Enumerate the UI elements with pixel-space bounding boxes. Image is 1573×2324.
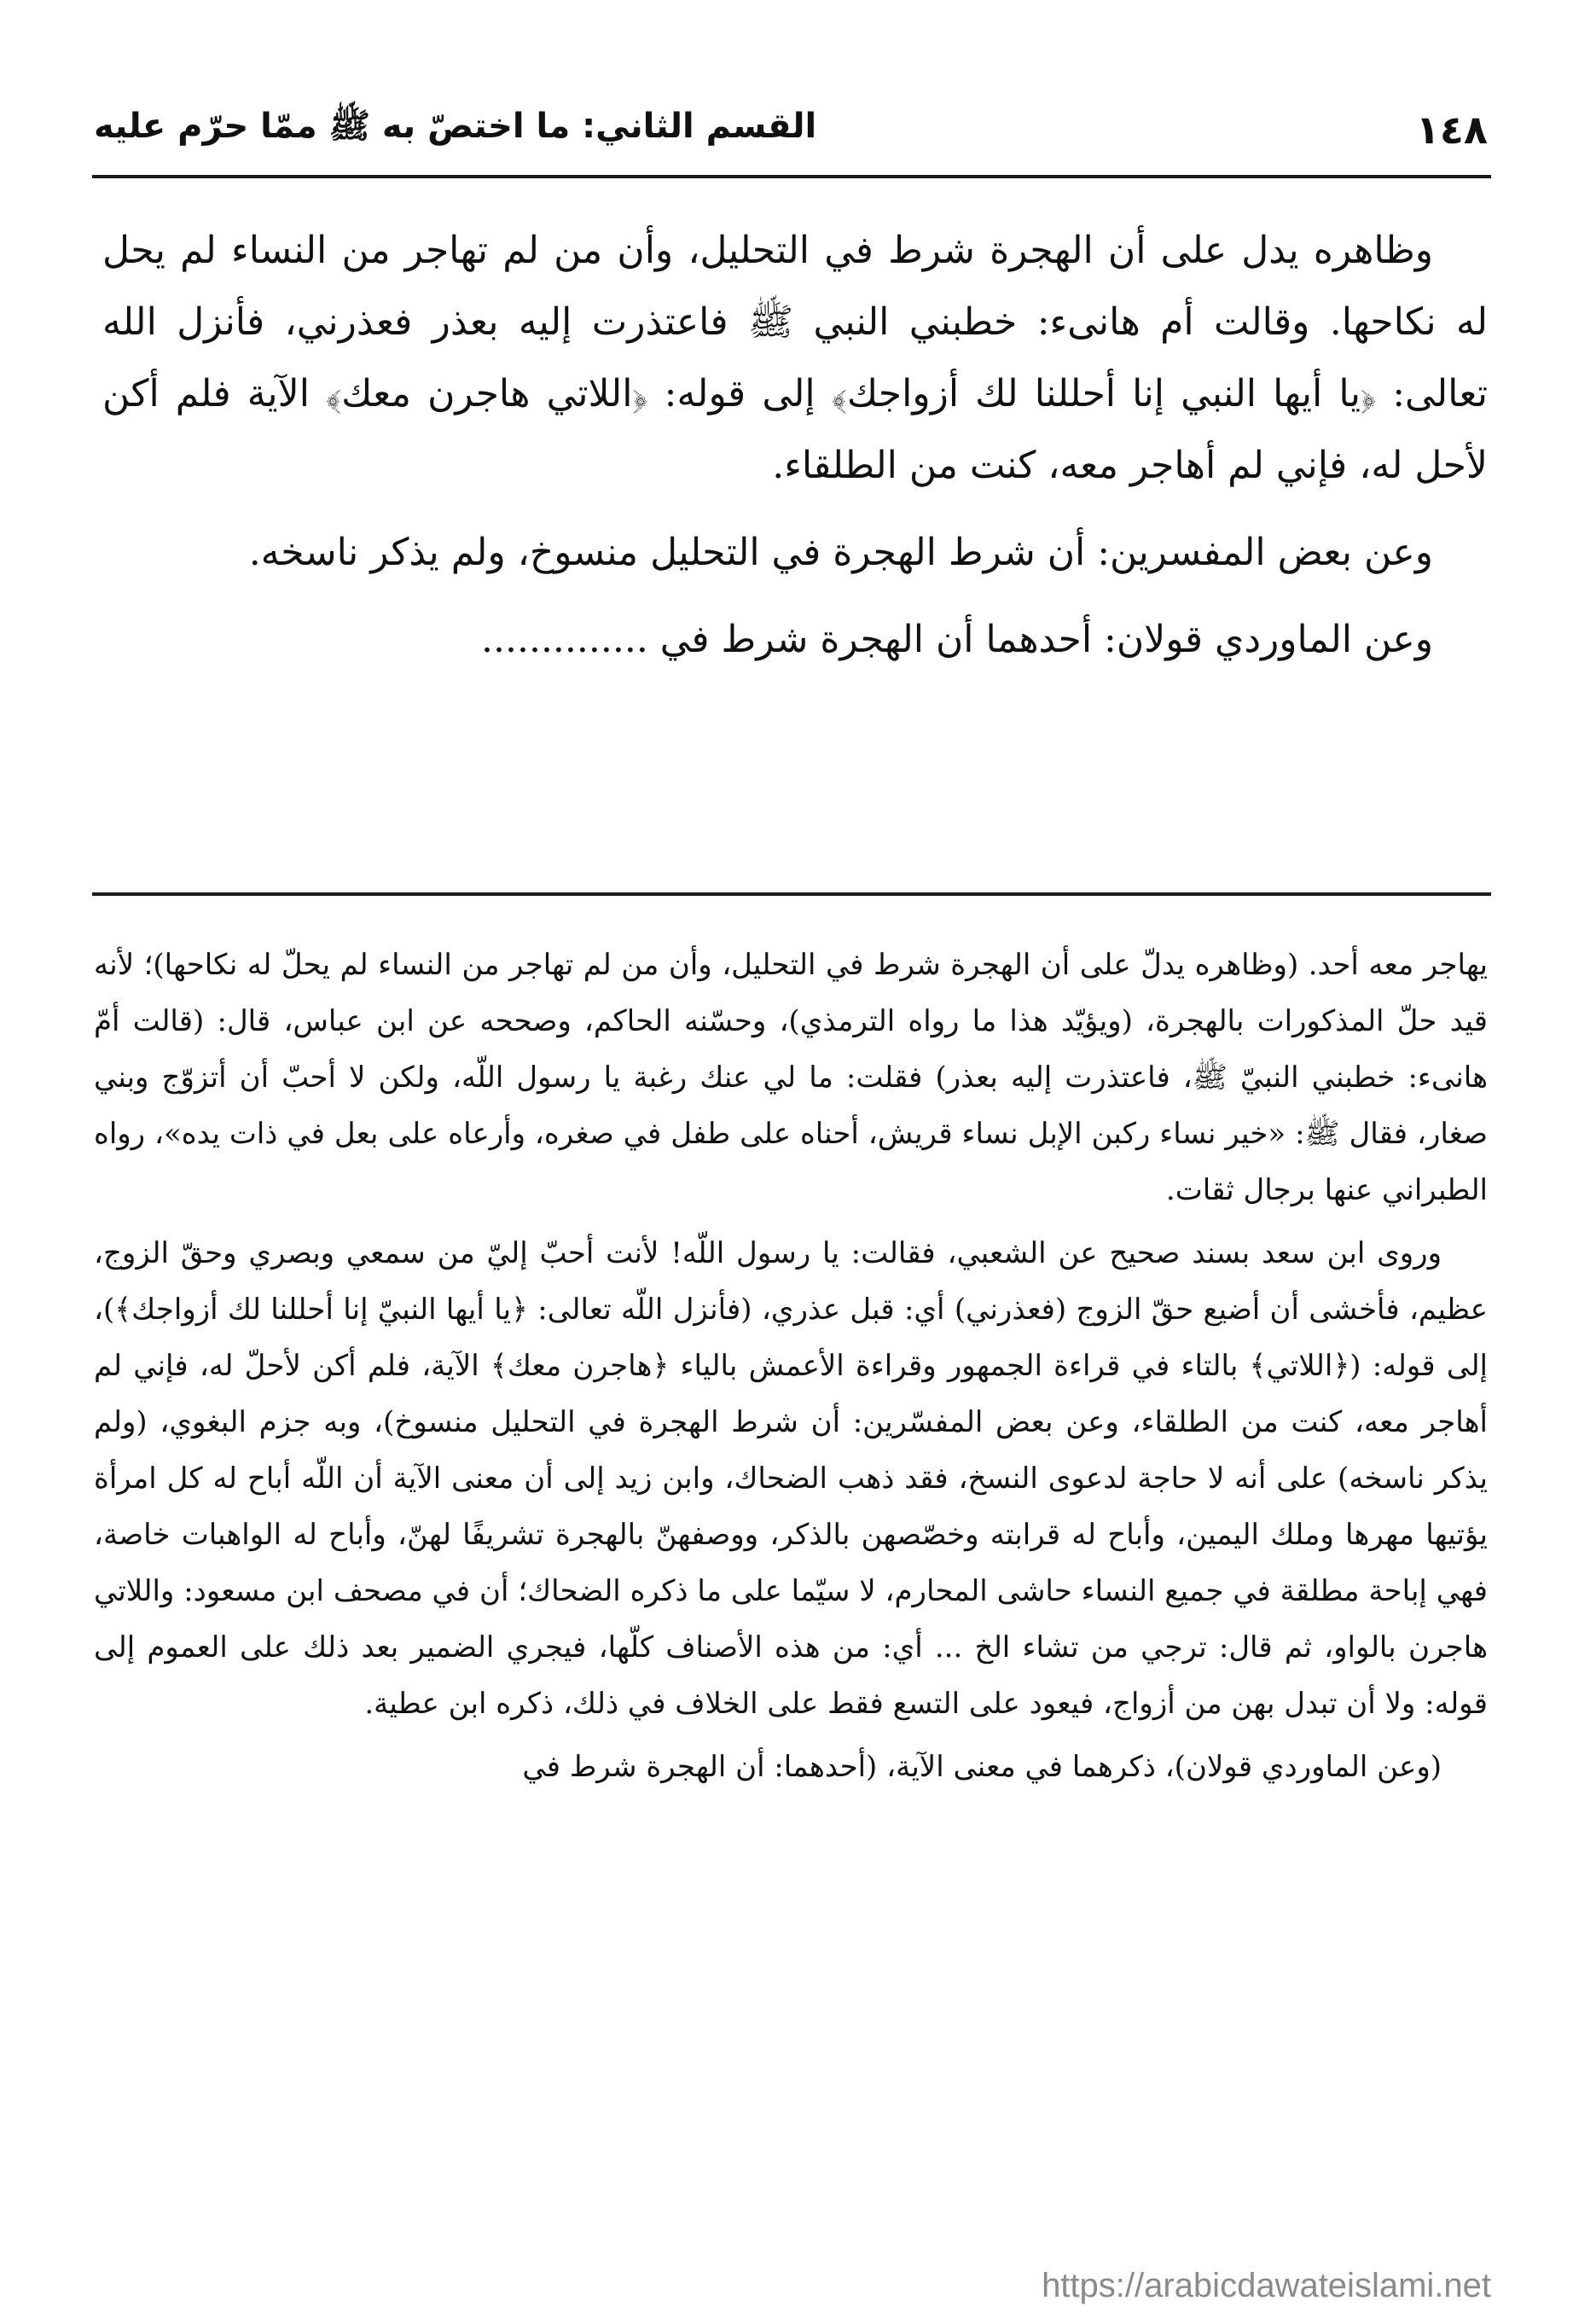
main-paragraph: وعن الماوردي قولان: أحدهما أن الهجرة شرط في .............. [481,618,1433,661]
running-title: القسم الثاني: ما اختصّ به ﷺ ممّا حرّم عليه [94,107,817,146]
commentary-paragraph: يهاجر معه أحد. (وظاهره يدلّ على أن الهجرة شرط في التحليل، وأن من لم تهاجر من النساء لم يحلّ له نكاحها)؛ لأنه قيد حلّ المذكورات بالهجرة، (ويؤيّد هذا ما رواه الترمذي)، وحسّنه الحاكم، وصححه عن ابن عباس، قال: (قالت أمّ هانىء: خطبني النبيّ ﷺ، فاعتذرت إليه بعذر) فقلت: ما لي عنك رغبة يا رسول اللّه، ولكن لا أحبّ أن أتزوّج وبني صغار، فقال ﷺ: «خير نساء ركبن الإبل نساء قريش، أحناه على طفل في صغره، وأرعاه على بعل في ذات يده»، رواه الطبراني عنها برجال ثقات. [94,948,1489,1207]
main-text [102,215,1488,691]
main-paragraph: وعن بعض المفسرين: أن شرط الهجرة في التحليل منسوخ، ولم يذكر ناسخه. [248,531,1433,574]
commentary-paragraph: وروى ابن سعد بسند صحيح عن الشعبي، فقالت: يا رسول اللّه! لأنت أحبّ إليّ من سمعي وبصري وحقّ الزوج، عظيم، فأخشى أن أضيع حقّ الزوج (فعذرني) أي: قبل عذري، (فأنزل اللّه تعالى: ﴿يا أيها النبيّ إنا أحللنا لك أزواجك﴾)، إلى قوله: (﴿اللاتي﴾ بالتاء في قراءة الجمهور وقراءة الأعمش بالياء ﴿هاجرن معك﴾ الآية، فلم أكن لأحلّ له، فإني لم أهاجر معه، كنت من الطلقاء، وعن بعض المفسّرين: أن شرط الهجرة في التحليل منسوخ)، وبه جزم البغوي، (ولم يذكر ناسخه) على أنه لا حاجة لدعوى النسخ، فقد ذهب الضحاك، وابن زيد إلى أن معنى الآية أن اللّه أباح له كل امرأة يؤتيها مهرها وملك اليمين، وأباح له قرابته وخصّصهن بالذكر، ووصفهنّ بالهجرة تشريفًا لهنّ، وأباح له الواهبات خاصة، فهي إباحة مطلقة في جميع النساء حاشى المحارم، لا سيّما على ما ذكره الضحاك؛ أن في مصحف ابن مسعود: واللاتي هاجرن بالواو، ثم قال: ترجي من تشاء الخ ... أي: من هذه الأصناف كلّها، فيجري الضمير بعد ذلك على العموم إلى قوله: ولا أن تبدل بهن من أزواج، فيعود على التسع فقط على الخلاف في ذلك، ذكره ابن عطية. [94,1236,1488,1721]
main-paragraph: وظاهره يدل على أن الهجرة شرط في التحليل، وأن من لم تهاجر من النساء لم يحل له نكاحها. وقالت أم هانىء: خطبني النبي ﷺ فاعتذرت إليه بعذر فعذرني، فأنزل الله تعالى: ﴿يا أيها النبي إنا أحللنا لك أزواجك﴾ إلى قوله: ﴿اللاتي هاجرن معك﴾ الآية فلم أكن لأحل له، فإني لم أهاجر معه، كنت من الطلقاء. [102,229,1488,487]
commentary-text [94,937,1488,1802]
header-rule [92,175,1491,178]
page-header [94,96,1488,164]
separator-rule [92,892,1491,896]
commentary-paragraph: (وعن الماوردي قولان)، ذكرهما في معنى الآية، (أحدهما: أن الهجرة شرط في [522,1750,1442,1784]
watermark-url: https://arabicdawateislami.net [1042,2267,1491,2304]
page-number: ١٤٨ [1415,107,1488,153]
